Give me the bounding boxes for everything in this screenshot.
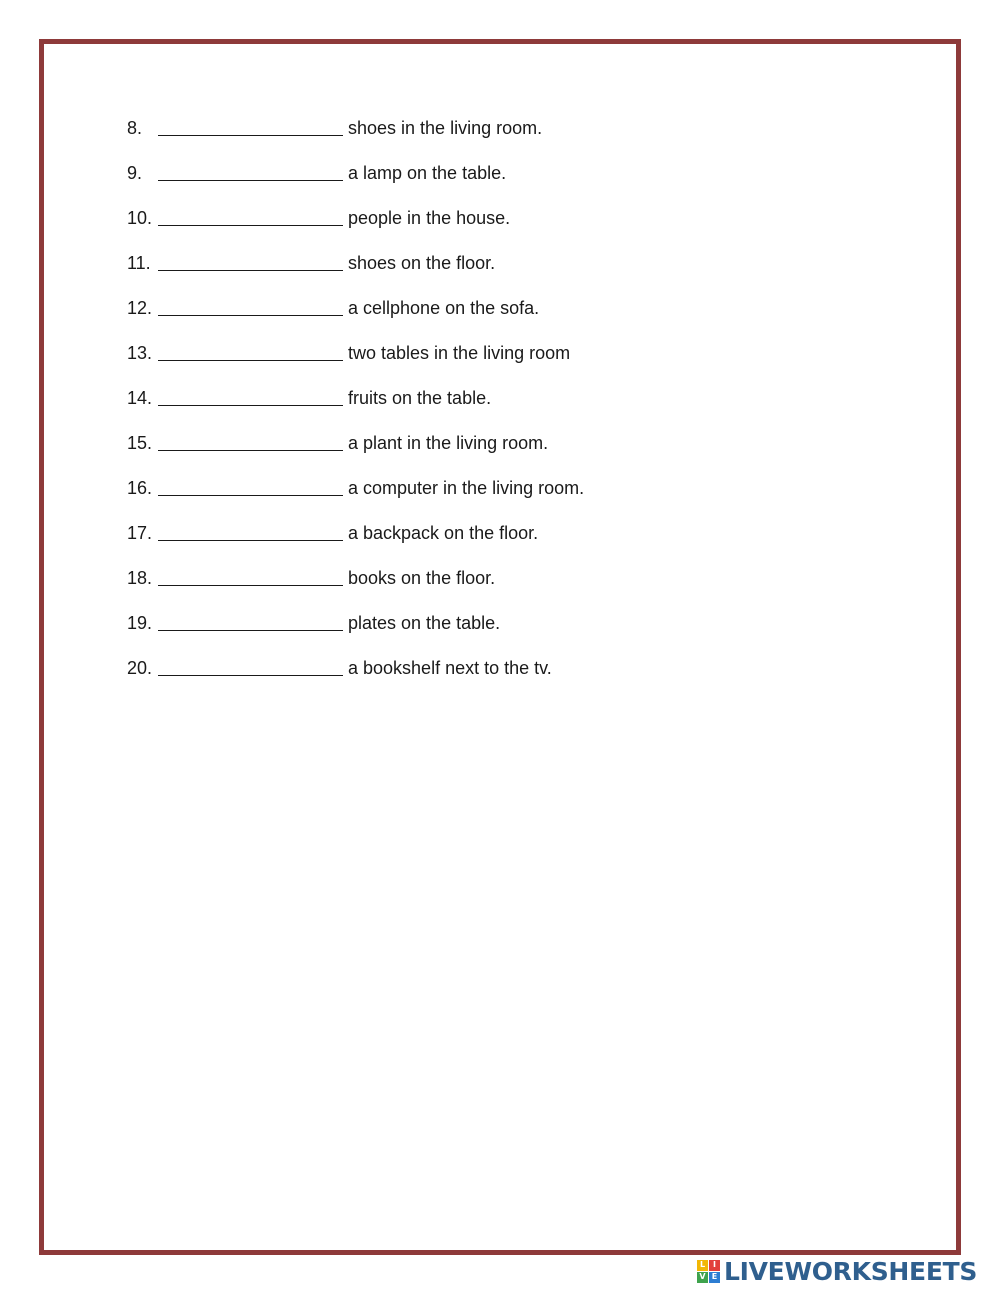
- brand-name: LIVEWORKSHEETS: [724, 1256, 978, 1286]
- item-sentence: fruits on the table.: [348, 388, 492, 408]
- answer-blank[interactable]: [158, 566, 343, 586]
- item-number: 11.: [127, 253, 151, 273]
- exercise-list: [127, 116, 584, 701]
- item-sentence: a lamp on the table.: [348, 163, 507, 183]
- answer-blank[interactable]: [158, 611, 343, 631]
- item-sentence: a backpack on the floor.: [348, 523, 539, 543]
- list-item: [127, 251, 584, 296]
- item-number: 13.: [127, 343, 153, 363]
- list-item: [127, 431, 584, 476]
- item-number: 9.: [127, 163, 143, 183]
- liveworksheets-brand: [697, 1257, 977, 1285]
- item-number: 10.: [127, 208, 153, 228]
- item-sentence: a computer in the living room.: [348, 478, 585, 498]
- list-item: [127, 611, 584, 656]
- logo-letter-l: L: [697, 1260, 708, 1271]
- logo-letter-v: V: [697, 1272, 708, 1283]
- list-item: [127, 161, 584, 206]
- answer-blank[interactable]: [158, 386, 343, 406]
- item-sentence: shoes in the living room.: [348, 118, 543, 138]
- list-item: [127, 341, 584, 386]
- answer-blank[interactable]: [158, 251, 343, 271]
- list-item: [127, 116, 584, 161]
- item-sentence: people in the house.: [348, 208, 511, 228]
- item-number: 12.: [127, 298, 153, 318]
- answer-blank[interactable]: [158, 116, 343, 136]
- item-sentence: plates on the table.: [348, 613, 501, 633]
- answer-blank[interactable]: [158, 431, 343, 451]
- answer-blank[interactable]: [158, 206, 343, 226]
- list-item: [127, 296, 584, 341]
- answer-blank[interactable]: [158, 656, 343, 676]
- item-sentence: two tables in the living room: [348, 343, 571, 363]
- item-number: 15.: [127, 433, 153, 453]
- worksheet-page: [39, 39, 961, 1255]
- answer-blank[interactable]: [158, 296, 343, 316]
- item-sentence: a cellphone on the sofa.: [348, 298, 540, 318]
- item-number: 8.: [127, 118, 143, 138]
- list-item: [127, 566, 584, 611]
- item-sentence: books on the floor.: [348, 568, 496, 588]
- logo-letter-e: E: [709, 1272, 720, 1283]
- list-item: [127, 656, 584, 701]
- item-number: 17.: [127, 523, 153, 543]
- answer-blank[interactable]: [158, 476, 343, 496]
- item-number: 19.: [127, 613, 153, 633]
- list-item: [127, 521, 584, 566]
- logo-letter-i: I: [709, 1260, 720, 1271]
- item-number: 20.: [127, 658, 153, 678]
- item-sentence: shoes on the floor.: [348, 253, 496, 273]
- answer-blank[interactable]: [158, 521, 343, 541]
- item-number: 14.: [127, 388, 153, 408]
- answer-blank[interactable]: [158, 341, 343, 361]
- item-number: 16.: [127, 478, 153, 498]
- list-item: [127, 386, 584, 431]
- answer-blank[interactable]: [158, 161, 343, 181]
- list-item: [127, 206, 584, 251]
- list-item: [127, 476, 584, 521]
- live-logo-icon: [697, 1260, 720, 1283]
- item-sentence: a plant in the living room.: [348, 433, 549, 453]
- item-number: 18.: [127, 568, 153, 588]
- item-sentence: a bookshelf next to the tv.: [348, 658, 552, 678]
